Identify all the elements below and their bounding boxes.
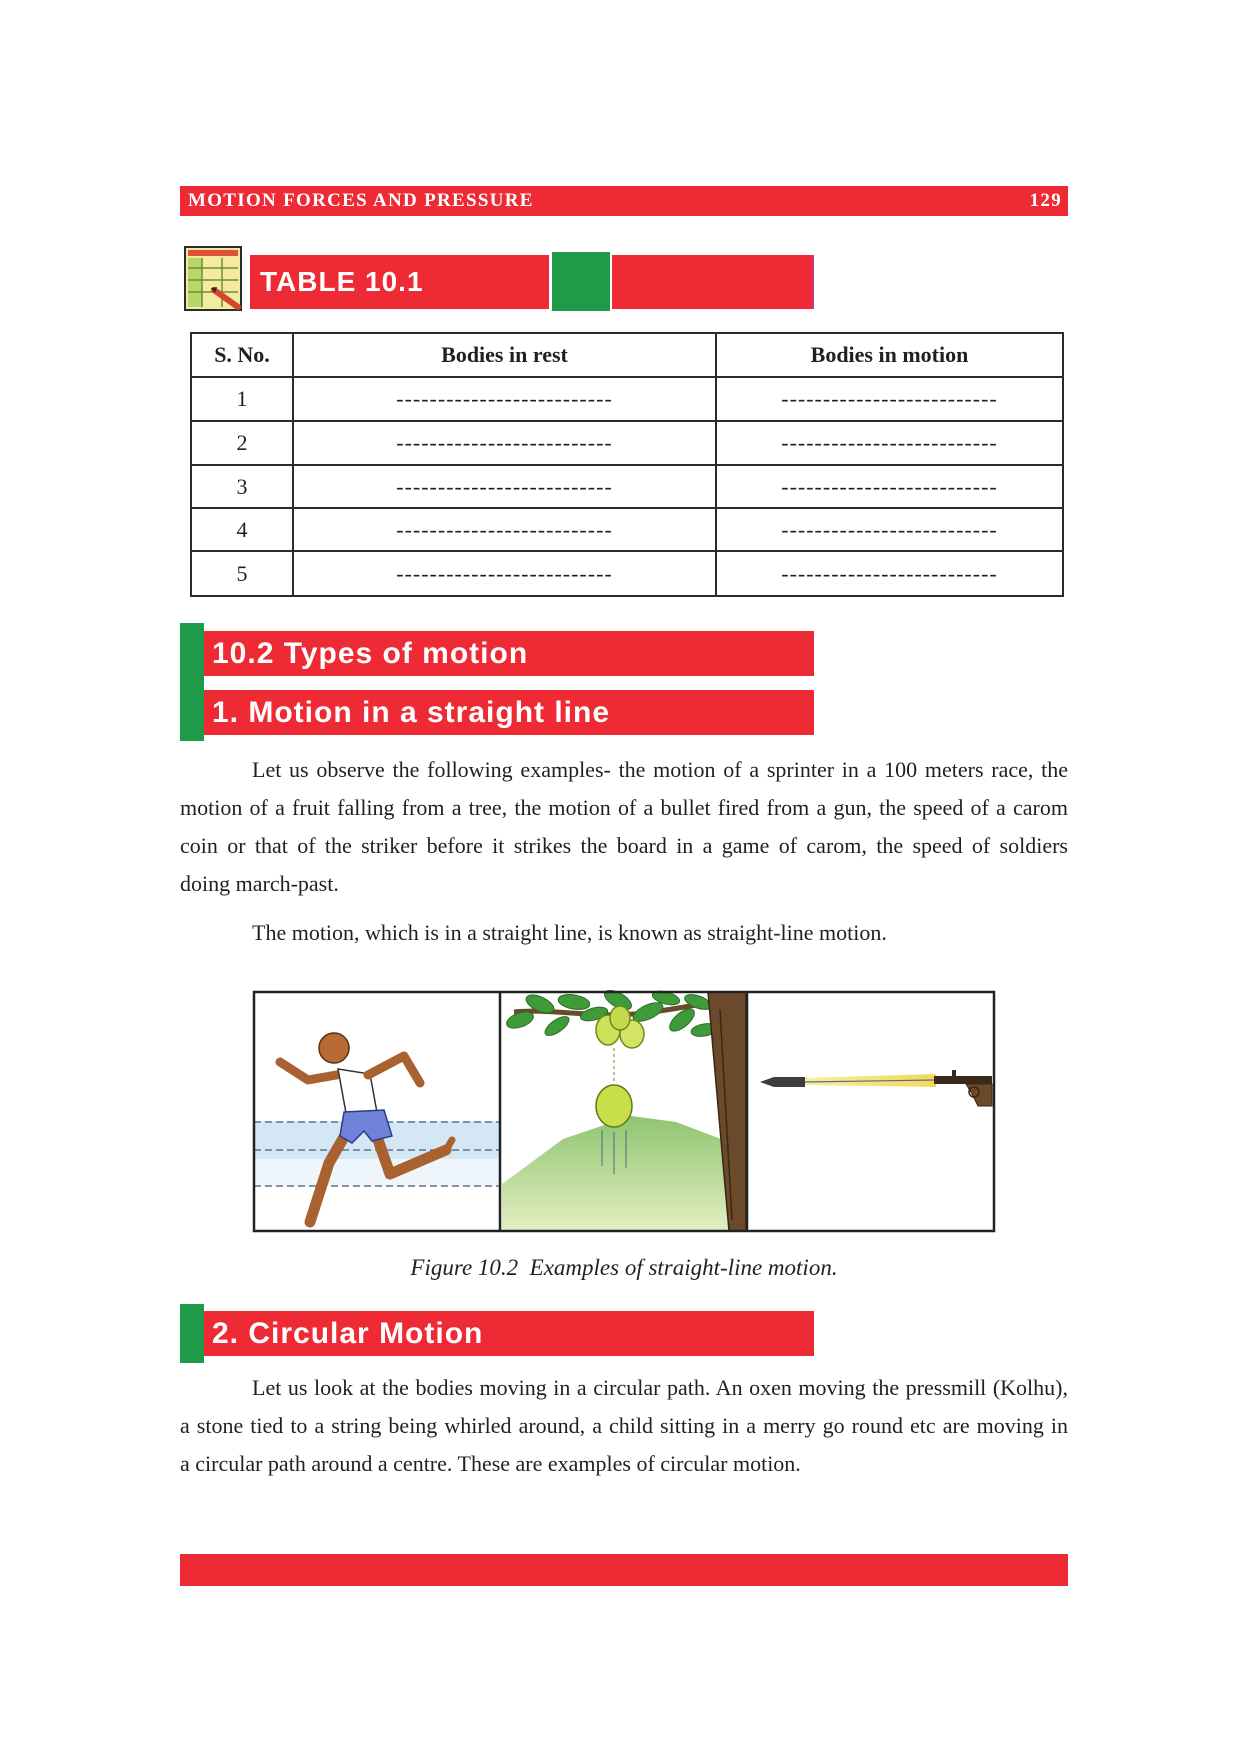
panel-bullet: [760, 1070, 992, 1106]
footer-bar: [180, 1554, 1068, 1586]
bullet: [760, 1077, 805, 1087]
paragraph-straight-line-examples: [180, 751, 1068, 903]
table-row: [191, 421, 1063, 465]
cell-sno: 4: [191, 508, 293, 551]
paragraph-line: The motion, which is in a straight line, is known as straight-line motion.: [252, 920, 887, 945]
table-row: [191, 377, 1063, 421]
panel-sprinter: [254, 1033, 500, 1222]
paragraph-line: Let us look at the bodies moving in a circular path. An oxen moving the pressmill (Kolhu),: [252, 1375, 1068, 1400]
figure-illustration: [252, 990, 996, 1233]
table-label: TABLE 10.1: [260, 266, 424, 297]
cell-sno: 1: [191, 377, 293, 421]
section-green-marker: [180, 623, 204, 741]
section-heading: 10.2 Types of motion: [204, 631, 814, 676]
falling-fruit: [596, 1085, 632, 1127]
gun-sight: [952, 1070, 956, 1076]
sand-band: [254, 1159, 500, 1186]
cell-motion: --------------------------: [716, 508, 1063, 551]
paragraph-line: motion of a fruit falling from a tree, the motion of a bullet fired from a gun, the speed of a carom: [180, 795, 1068, 820]
table-row: [191, 551, 1063, 596]
paragraph-straight-line-definition: [180, 914, 1068, 952]
table-header-row: [191, 333, 1063, 377]
paragraph-circular-motion: [180, 1369, 1068, 1483]
subsection-heading-straight-line: 1. Motion in a straight line: [204, 690, 814, 735]
table-banner-green-block: [552, 252, 610, 311]
column-header-motion: Bodies in motion: [716, 333, 1063, 377]
paragraph-line: doing march-past.: [180, 871, 339, 896]
paragraph-line: a circular path around a centre. These are examples of circular motion.: [180, 1451, 801, 1476]
cell-motion: --------------------------: [716, 421, 1063, 465]
chapter-title: MOTION FORCES AND PRESSURE: [188, 190, 534, 211]
cell-sno: 2: [191, 421, 293, 465]
paragraph-line: coin or that of the striker before it strikes the board in a game of carom, the speed of soldiers: [180, 833, 1068, 858]
cell-motion: --------------------------: [716, 377, 1063, 421]
page-number: 129: [1029, 190, 1062, 211]
table-row: [191, 508, 1063, 551]
paragraph-line: a stone tied to a string being whirled around, a child sitting in a merry go round etc are moving in: [180, 1413, 1068, 1438]
bodies-rest-motion-table: [190, 332, 1064, 597]
hanging-fruit: [610, 1006, 630, 1030]
table-banner-red-block: [612, 255, 814, 309]
cell-rest: --------------------------: [293, 551, 716, 596]
subsection-heading-circular: 2. Circular Motion: [204, 1311, 814, 1356]
cell-sno: 5: [191, 551, 293, 596]
table-sheet-pencil-icon: [184, 246, 242, 311]
table-icon-graphic: [184, 246, 242, 311]
paragraph-line: Let us observe the following examples- the motion of a sprinter in a 100 meters race, the: [252, 757, 1068, 782]
column-header-sno: S. No.: [191, 333, 293, 377]
table-row: [191, 465, 1063, 508]
panel-falling-fruit: [502, 990, 746, 1231]
column-header-rest: Bodies in rest: [293, 333, 716, 377]
running-header-bar: [180, 186, 1068, 216]
table-label-banner: [250, 255, 549, 309]
cell-motion: --------------------------: [716, 465, 1063, 508]
cell-rest: --------------------------: [293, 377, 716, 421]
subsection-green-marker: [180, 1304, 204, 1363]
hill: [502, 1116, 746, 1231]
figure-straight-line-motion: [252, 990, 996, 1233]
cell-rest: --------------------------: [293, 465, 716, 508]
cell-motion: --------------------------: [716, 551, 1063, 596]
cell-rest: --------------------------: [293, 508, 716, 551]
figure-caption: Figure 10.2 Examples of straight-line motion.: [410, 1255, 838, 1280]
gun-barrel: [934, 1076, 992, 1084]
cell-sno: 3: [191, 465, 293, 508]
cell-rest: --------------------------: [293, 421, 716, 465]
sprinter-head: [319, 1033, 349, 1063]
